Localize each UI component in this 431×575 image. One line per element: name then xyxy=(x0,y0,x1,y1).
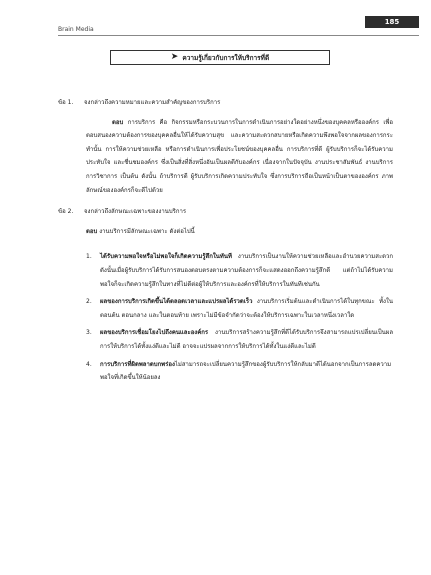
answer-2-label: ตอบ xyxy=(86,227,98,235)
answer-1 xyxy=(86,116,393,198)
list-item-text: งานบริการเป็นงานให้ความช่วยเหลือและอำนวยความสะดวก ดังนั้นเมื่อผู้รับบริการได้รับการสนองตอบตรงตามความต้องการก็จะแสดงออกถึงความรู้สึกดี แต่ถ้าไม่ได้รับความพอใจก็จะเกิดความรู้สึกในทางที่ไม่ดีต่อผู้ให้บริการและองค์กรที่ให้บริการในทันทีเช่นกัน xyxy=(100,253,393,288)
list-item xyxy=(58,295,393,322)
question-2-number: ข้อ 2. xyxy=(58,208,74,216)
list-item-heading: การบริการที่ผิดพลาดบกพร่อง xyxy=(100,360,175,368)
list-item-body xyxy=(100,326,393,353)
answer-2-text: งานบริการมีลักษณะเฉพาะ ดังต่อไปนี้ xyxy=(99,227,195,235)
list-item-body xyxy=(100,358,393,385)
list-item-heading: ผลของการบริการเกิดขึ้นได้ตลอดเวลาและแปรผลได้รวดเร็ว xyxy=(100,298,253,306)
list-item-body xyxy=(100,295,393,322)
list-item xyxy=(58,358,393,385)
characteristics-list xyxy=(58,250,393,384)
question-2-text: จงกล่าวถึงลักษณะเฉพาะของงานบริการ xyxy=(84,208,187,216)
list-item-text: งานบริการสร้างความรู้สึกที่ดีได้รับบริการจึงสามารถแปรเปลี่ยนเป็นผลการให้บริการได้ทั้งแง่ดีและไม่ดี อาจจะแปรผลจากการให้บริการได้ทั้งในแง่ดีและไม่ดี xyxy=(100,329,393,350)
header-rule xyxy=(58,35,419,36)
question-2 xyxy=(58,205,393,219)
list-item-number: 4. xyxy=(86,360,92,368)
list-item xyxy=(58,250,393,291)
section-title-box xyxy=(110,50,330,65)
list-item-text: ไม่สามารถจะเปลี่ยนความรู้สึกของผู้รับบริการให้กลับมาดีได้นอกจากเป็นการลดความพอใจที่เกิดขึ้นให้น้อยลง xyxy=(100,360,392,382)
list-item-number: 3. xyxy=(86,329,92,337)
page-number: 185 xyxy=(365,16,419,28)
list-item-heading: ได้รับความพอใจหรือไม่พอใจก็เกิดความรู้สึกในทันที xyxy=(100,253,232,261)
answer-1-text: การบริการ คือ กิจกรรมหรือกระบวนการในการดำเนินการอย่างใดอย่างหนึ่งของบุคคลหรือองค์กร เพื่อตอบสนองความต้องการของบุคคลอื่นให้ได้รับความสุข และความสะดวกสบายหรือเกิดความพึงพอใจจากผลของการกระทำนั้น การให้ความช่วยเหลือ หรือการดำเนินการเพื่อประโยชน์ของบุคคลอื่น การบริการที่ดี ผู้รับบริการก็จะได้รับความประทับใจ และชื่นชมองค์กร ซึ่งเป็นสิ่งที่สิ่งหนึ่งอันเป็นผลดีกับองค์กร เนื่องจากในปัจจุบัน งานประชาสัมพันธ์ งานบริการการวิชาการ เป็นต้น ดังนั้น ถ้าบริการดี ผู้รับบริการเกิดความประทับใจ ซึ่งการบริการถือเป็นหน้าเป็นตาขององค์กร ภาพลักษณ์ขององค์กรก็จะดีไปด้วย xyxy=(86,118,393,194)
question-1-text: จงกล่าวถึงความหมายและความสำคัญของการบริการ xyxy=(84,99,221,106)
arrow-right-icon: ➤ xyxy=(170,52,179,62)
list-item-text: งานบริการเริ่มต้นและดำเนินการได้ในทุกขณะ ทั้งในตอนต้น ตอนกลาง และในตอนท้าย เพราะไม่มีข้อจำกัดว่าจะต้องให้บริการเฉพาะในเวลาหนึ่งเวลาใด xyxy=(100,298,393,319)
list-item-heading: ผลของบริการเชื่อมโยงไปถึงคนและองค์กร xyxy=(100,329,209,337)
answer-2 xyxy=(86,225,393,239)
content xyxy=(58,96,393,389)
list-item-number: 2. xyxy=(86,298,92,306)
section-title: ความรู้เกี่ยวกับการให้บริการที่ดี xyxy=(182,53,270,62)
list-item-body xyxy=(100,250,393,291)
header-publisher: Brain Media xyxy=(58,26,94,33)
answer-1-label: ตอบ xyxy=(112,118,124,126)
list-item xyxy=(58,326,393,353)
question-1-number: ข้อ 1. xyxy=(58,99,74,106)
list-item-number: 1. xyxy=(86,253,92,261)
question-1 xyxy=(58,96,393,110)
